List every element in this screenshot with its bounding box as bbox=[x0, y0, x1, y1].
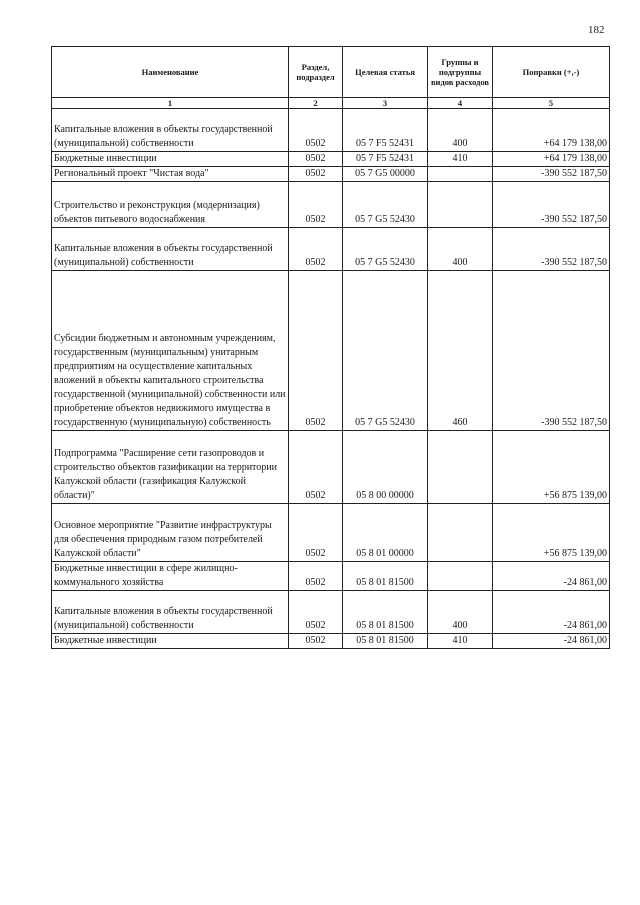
row-article: 05 8 01 81500 bbox=[343, 634, 428, 649]
row-article: 05 7 G5 52430 bbox=[343, 182, 428, 228]
table-row bbox=[52, 271, 610, 431]
table-row bbox=[52, 182, 610, 228]
row-amount: +56 875 139,00 bbox=[493, 431, 610, 504]
column-number: 3 bbox=[343, 98, 428, 109]
row-group bbox=[428, 431, 493, 504]
header-row bbox=[52, 47, 610, 98]
row-name: Субсидии бюджетным и автономным учреждениям, государственным (муниципальным) унитарным предприятиям на осуществление капитальных вложений в объекты капитального строительства государственной (муниципальной) собственности или приобретение объектов недвижимого имущества в государственную (муниципальную) собственность bbox=[52, 271, 289, 431]
table-row bbox=[52, 228, 610, 271]
row-section: 0502 bbox=[289, 182, 343, 228]
column-number: 5 bbox=[493, 98, 610, 109]
row-amount: -390 552 187,50 bbox=[493, 167, 610, 182]
row-amount: -390 552 187,50 bbox=[493, 182, 610, 228]
row-group: 400 bbox=[428, 591, 493, 634]
row-name: Капитальные вложения в объекты государственной (муниципальной) собственности bbox=[52, 591, 289, 634]
row-section: 0502 bbox=[289, 167, 343, 182]
row-section: 0502 bbox=[289, 228, 343, 271]
row-section: 0502 bbox=[289, 504, 343, 562]
row-section: 0502 bbox=[289, 271, 343, 431]
row-section: 0502 bbox=[289, 591, 343, 634]
table-row bbox=[52, 591, 610, 634]
row-group: 400 bbox=[428, 228, 493, 271]
row-amount: +56 875 139,00 bbox=[493, 504, 610, 562]
row-article: 05 7 G5 52430 bbox=[343, 228, 428, 271]
row-section: 0502 bbox=[289, 634, 343, 649]
row-article: 05 7 G5 00000 bbox=[343, 167, 428, 182]
header-section: Раздел, подраздел bbox=[289, 47, 343, 98]
row-name: Основное мероприятие "Развитие инфраструктуры для обеспечения природным газом потребителей Калужской области" bbox=[52, 504, 289, 562]
row-name: Строительство и реконструкция (модернизация) объектов питьевого водоснабжения bbox=[52, 182, 289, 228]
row-group: 410 bbox=[428, 634, 493, 649]
row-group bbox=[428, 167, 493, 182]
column-number: 1 bbox=[52, 98, 289, 109]
row-amount: -24 861,00 bbox=[493, 634, 610, 649]
row-name: Бюджетные инвестиции bbox=[52, 152, 289, 167]
header-article: Целевая статья bbox=[343, 47, 428, 98]
row-name: Бюджетные инвестиции bbox=[52, 634, 289, 649]
row-amount: -390 552 187,50 bbox=[493, 228, 610, 271]
row-section: 0502 bbox=[289, 431, 343, 504]
row-amount: -24 861,00 bbox=[493, 562, 610, 591]
table-row bbox=[52, 152, 610, 167]
row-group: 410 bbox=[428, 152, 493, 167]
table-row bbox=[52, 562, 610, 591]
row-section: 0502 bbox=[289, 152, 343, 167]
table-row bbox=[52, 167, 610, 182]
column-number-row bbox=[52, 98, 610, 109]
row-group bbox=[428, 182, 493, 228]
page-number: 182 bbox=[588, 24, 605, 36]
header-group: Группы и подгруппы видов расходов bbox=[428, 47, 493, 98]
table-row bbox=[52, 504, 610, 562]
row-section: 0502 bbox=[289, 109, 343, 152]
row-amount: +64 179 138,00 bbox=[493, 109, 610, 152]
row-name: Подпрограмма "Расширение сети газопроводов и строительство объектов газификации на территории Калужской области (газификация Калужской области)" bbox=[52, 431, 289, 504]
row-group bbox=[428, 562, 493, 591]
row-amount: -24 861,00 bbox=[493, 591, 610, 634]
row-article: 05 8 00 00000 bbox=[343, 431, 428, 504]
row-article: 05 8 01 81500 bbox=[343, 562, 428, 591]
row-amount: +64 179 138,00 bbox=[493, 152, 610, 167]
table-row bbox=[52, 109, 610, 152]
header-name: Наименование bbox=[52, 47, 289, 98]
row-article: 05 8 01 81500 bbox=[343, 591, 428, 634]
row-name: Капитальные вложения в объекты государственной (муниципальной) собственности bbox=[52, 228, 289, 271]
column-number: 2 bbox=[289, 98, 343, 109]
row-group bbox=[428, 504, 493, 562]
row-name: Капитальные вложения в объекты государственной (муниципальной) собственности bbox=[52, 109, 289, 152]
budget-table bbox=[51, 46, 610, 649]
row-article: 05 7 G5 52430 bbox=[343, 271, 428, 431]
table-row bbox=[52, 634, 610, 649]
row-section: 0502 bbox=[289, 562, 343, 591]
row-article: 05 7 F5 52431 bbox=[343, 152, 428, 167]
row-article: 05 7 F5 52431 bbox=[343, 109, 428, 152]
row-group: 460 bbox=[428, 271, 493, 431]
row-amount: -390 552 187,50 bbox=[493, 271, 610, 431]
table-row bbox=[52, 431, 610, 504]
row-name: Региональный проект "Чистая вода" bbox=[52, 167, 289, 182]
column-number: 4 bbox=[428, 98, 493, 109]
row-name: Бюджетные инвестиции в сфере жилищно-коммунального хозяйства bbox=[52, 562, 289, 591]
row-group: 400 bbox=[428, 109, 493, 152]
header-amount: Поправки (+,-) bbox=[493, 47, 610, 98]
row-article: 05 8 01 00000 bbox=[343, 504, 428, 562]
